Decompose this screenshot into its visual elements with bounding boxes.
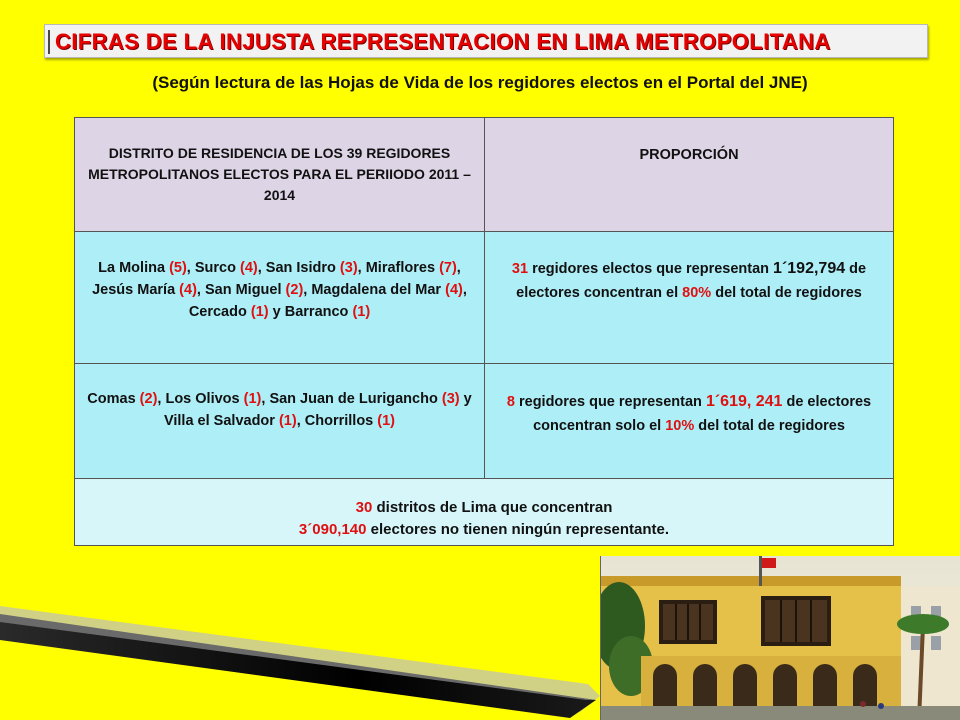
proportion-text: del total de regidores bbox=[698, 418, 845, 434]
district-count: (4) bbox=[445, 282, 463, 298]
district-name: San Isidro bbox=[265, 260, 336, 276]
district-name: Cercado bbox=[188, 304, 247, 320]
district-name: San Juan de Lurigancho bbox=[269, 391, 438, 407]
row3-summary-cell bbox=[75, 479, 893, 545]
district-name: Chorrillos bbox=[304, 413, 374, 429]
header-proportion-text: PROPORCIÓN bbox=[639, 147, 739, 163]
district-count: (7) bbox=[439, 260, 457, 276]
electors-count: 3´090,140 bbox=[298, 521, 367, 538]
district-name: Miraflores bbox=[365, 260, 436, 276]
percentage: 80% bbox=[682, 285, 712, 301]
conjunction: y bbox=[463, 391, 472, 407]
proportion-text: de electores concentran solo el bbox=[533, 394, 872, 434]
header-district-text: DISTRITO DE RESIDENCIA DE LOS 39 REGIDORES METROPOLITANOS ELECTOS PARA EL PERIIODO 2011 – 2014 bbox=[88, 145, 471, 203]
header-cell-district bbox=[75, 118, 485, 232]
district-count: (1) bbox=[278, 413, 297, 429]
district-count: (4) bbox=[179, 282, 197, 298]
row2-districts-cell: Comas (2), Los Olivos (1), San Juan de Lurigancho (3) y Villa el Salvador (1), Chorrillos (1) bbox=[75, 364, 485, 479]
row1-districts-cell: La Molina (5), Surco (4), San Isidro (3), Miraflores (7), Jesús María (4), San Miguel (2), Magdalena del Mar (4), Cercado (1) y Barranco (1) bbox=[75, 232, 485, 364]
district-count: (1) bbox=[377, 413, 396, 429]
electors-count: 1´619, 241 bbox=[705, 393, 783, 410]
percentage: 10% bbox=[665, 418, 695, 434]
representation-table bbox=[74, 117, 894, 546]
district-count: (4) bbox=[239, 260, 258, 276]
municipal-palace-photo bbox=[600, 556, 960, 720]
building-illustration bbox=[601, 556, 960, 720]
title-banner bbox=[44, 24, 928, 58]
slide-title: CIFRAS DE LA INJUSTA REPRESENTACION EN LIMA METROPOLITANA bbox=[55, 29, 831, 54]
electors-count: 1´192,794 bbox=[773, 260, 846, 277]
proportion-text: regidores electos que representan bbox=[532, 261, 770, 277]
regidores-count: 8 bbox=[506, 394, 515, 410]
regidores-count: 31 bbox=[511, 261, 529, 277]
districts-count: 30 bbox=[355, 499, 373, 516]
proportion-text: de electores concentran el bbox=[516, 261, 867, 301]
district-count: (5) bbox=[169, 260, 187, 276]
row1-proportion-cell bbox=[485, 232, 893, 364]
district-name: Jesús María bbox=[92, 282, 176, 298]
district-count: (2) bbox=[285, 282, 304, 298]
district-name: Barranco bbox=[284, 304, 349, 320]
summary-text: distritos de Lima que concentran bbox=[376, 499, 613, 516]
district-name: Surco bbox=[194, 260, 236, 276]
district-name: Los Olivos bbox=[165, 391, 240, 407]
proportion-text: regidores que representan bbox=[518, 394, 702, 410]
district-count: (1) bbox=[352, 304, 371, 320]
district-count: (3) bbox=[339, 260, 358, 276]
header-cell-proportion bbox=[485, 118, 893, 232]
title-accent-bar bbox=[48, 30, 50, 54]
district-name: La Molina bbox=[98, 260, 166, 276]
decorative-arrow-icon bbox=[0, 600, 600, 720]
district-name: Villa el Salvador bbox=[163, 413, 275, 429]
summary-text: electores no tienen ningún representante. bbox=[370, 521, 670, 538]
district-count: (3) bbox=[441, 391, 460, 407]
district-name: San Miguel bbox=[204, 282, 282, 298]
conjunction: y bbox=[272, 304, 281, 320]
district-name: Comas bbox=[87, 391, 136, 407]
district-count: (2) bbox=[139, 391, 158, 407]
district-count: (1) bbox=[243, 391, 262, 407]
proportion-text: del total de regidores bbox=[715, 285, 862, 301]
district-name: Magdalena del Mar bbox=[311, 282, 442, 298]
slide-subtitle: (Según lectura de las Hojas de Vida de los regidores electos en el Portal del JNE) bbox=[152, 73, 808, 92]
row2-proportion-cell bbox=[485, 364, 893, 479]
district-count: (1) bbox=[250, 304, 269, 320]
